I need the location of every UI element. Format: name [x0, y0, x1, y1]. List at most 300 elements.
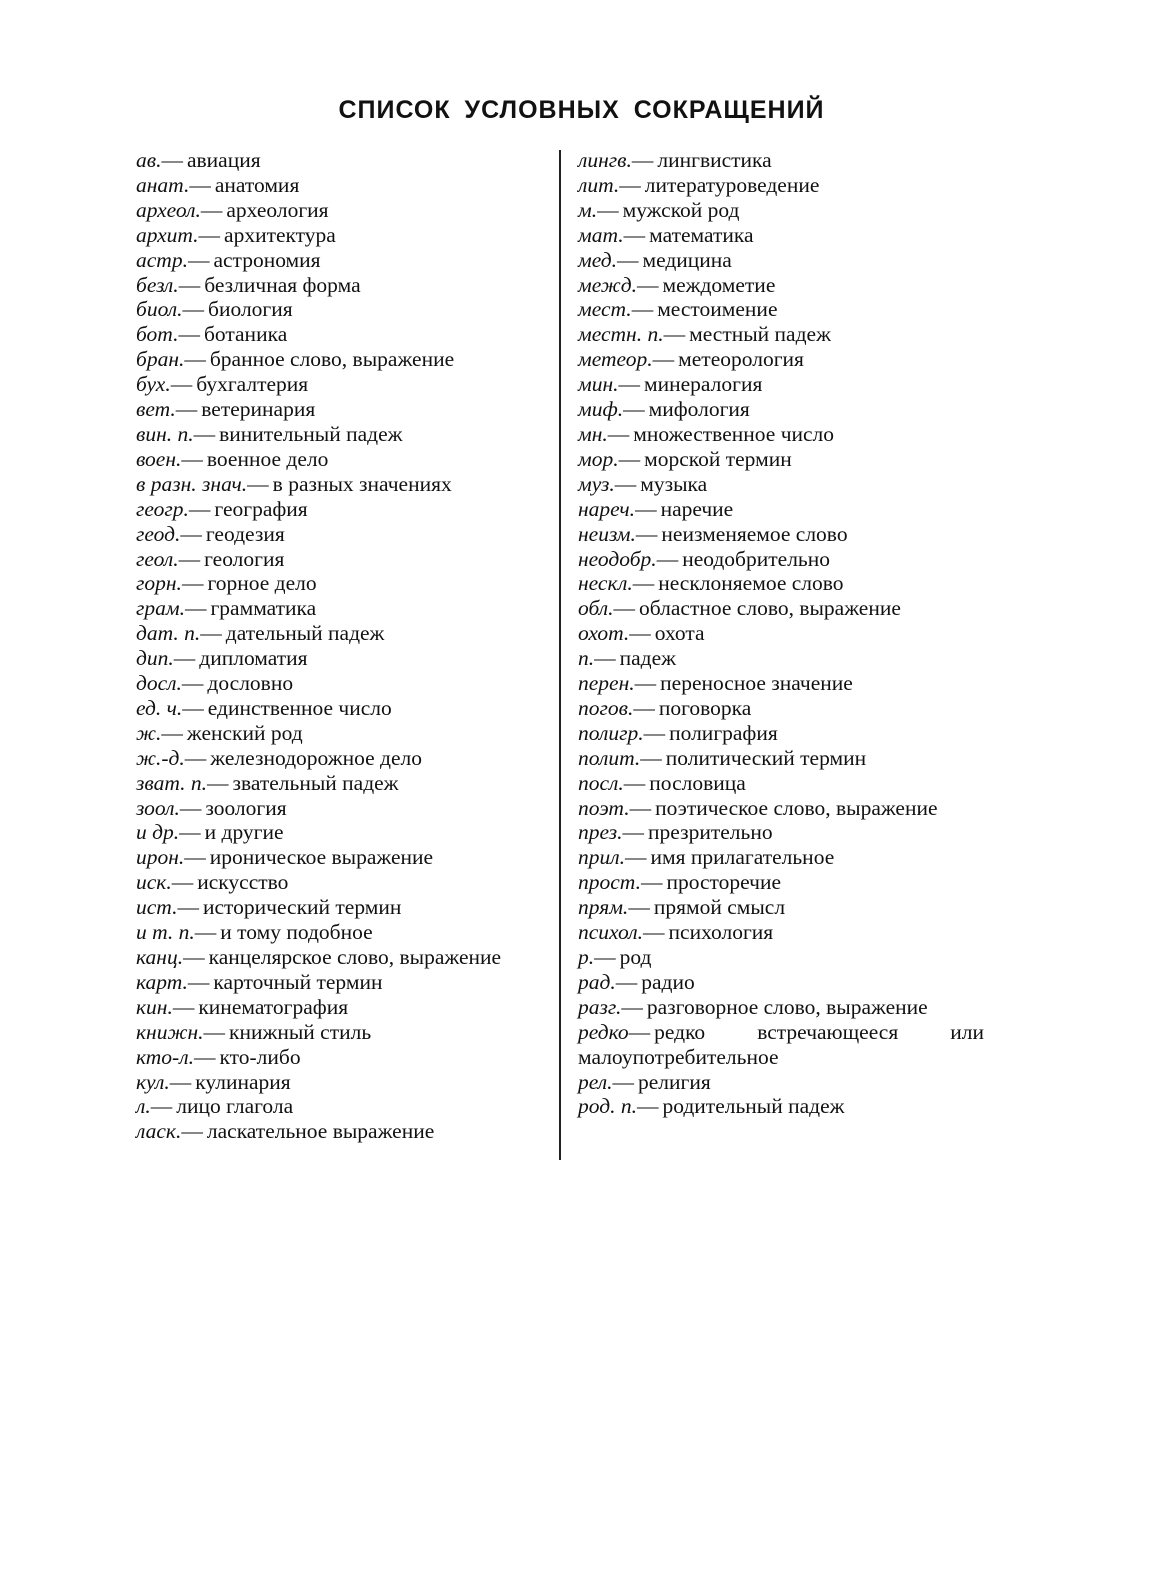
abbreviation-entry	[136, 347, 546, 372]
abbreviation-term: п.	[578, 646, 595, 671]
abbreviation-term: ж.	[136, 720, 162, 745]
entry-dash: —	[616, 247, 639, 272]
entry-dash: —	[182, 297, 205, 322]
entry-dash: —	[178, 322, 200, 347]
entry-dash: —	[175, 397, 198, 422]
abbreviation-term: биол.	[136, 297, 183, 322]
abbreviation-entry	[136, 1094, 546, 1119]
entry-dash: —	[182, 695, 204, 720]
abbreviation-meaning: винительный падеж	[219, 421, 403, 446]
entry-dash: —	[193, 421, 216, 446]
entry-dash: —	[247, 471, 269, 496]
abbreviation-term: кто-л.	[136, 1044, 194, 1069]
abbreviation-entry	[578, 148, 984, 173]
abbreviation-meaning: разговорное слово, выражение	[646, 994, 928, 1019]
entry-dash: —	[629, 795, 652, 820]
abbreviation-entry	[578, 845, 984, 870]
entry-dash: —	[625, 845, 647, 870]
abbreviation-term: и др.	[136, 820, 180, 845]
abbreviation-entry	[578, 447, 984, 472]
abbreviation-meaning: дательный падеж	[225, 621, 385, 646]
abbreviation-meaning: редко встречающееся или малоупотребительное	[578, 1019, 984, 1069]
abbreviation-term: неодобр.	[578, 546, 657, 571]
entry-dash: —	[643, 920, 665, 945]
abbreviation-meaning: поговорка	[658, 695, 752, 720]
abbreviation-meaning: неизменяемое слово	[661, 521, 848, 546]
abbreviation-meaning: ветеринария	[201, 397, 316, 422]
abbreviation-term: метеор.	[578, 347, 653, 372]
abbreviation-entry	[136, 920, 546, 945]
abbreviation-term: муз.	[578, 471, 615, 496]
abbreviation-meaning: звательный падеж	[232, 770, 399, 795]
abbreviation-entry	[136, 646, 546, 671]
abbreviation-meaning: ботаника	[203, 322, 288, 347]
abbreviation-term: археол.	[136, 197, 201, 222]
abbreviation-meaning: политический термин	[665, 745, 867, 770]
abbreviation-meaning: астрономия	[213, 247, 321, 272]
abbreviation-term: иск.	[136, 870, 172, 895]
abbreviation-meaning: мифология	[648, 397, 750, 422]
abbreviation-term: нареч.	[578, 496, 636, 521]
abbreviation-entry	[578, 472, 984, 497]
abbreviation-meaning: ироническое выражение	[209, 845, 434, 870]
abbreviation-term: астр.	[136, 247, 188, 272]
abbreviation-entry	[136, 547, 546, 572]
abbreviation-meaning: местоимение	[657, 297, 778, 322]
entry-dash: —	[607, 421, 630, 446]
abbreviation-term: мед.	[578, 247, 617, 272]
abbreviation-entry	[578, 571, 984, 596]
abbreviation-meaning: родительный падеж	[662, 1094, 845, 1119]
entry-dash: —	[181, 571, 204, 596]
entry-dash: —	[181, 1119, 203, 1144]
abbreviation-entry	[136, 372, 546, 397]
abbreviation-entry	[578, 671, 984, 696]
abbreviation-meaning: железнодорожное дело	[210, 745, 422, 770]
abbreviation-entry	[136, 1119, 546, 1144]
entry-dash: —	[663, 322, 686, 347]
entry-dash: —	[614, 471, 637, 496]
abbreviation-term: ирон.	[136, 845, 185, 870]
abbreviation-entry	[136, 696, 546, 721]
abbreviation-entry	[136, 248, 546, 273]
entry-dash: —	[187, 969, 210, 994]
abbreviation-entry	[136, 173, 546, 198]
abbreviation-term: горн.	[136, 571, 182, 596]
abbreviation-meaning: полиграфия	[669, 720, 778, 745]
entry-dash: —	[161, 720, 183, 745]
abbreviation-term: поэт.	[578, 795, 630, 820]
abbreviation-term: ед. ч.	[136, 695, 183, 720]
abbreviation-entry	[136, 995, 546, 1020]
abbreviation-term: лингв.	[578, 148, 632, 172]
entry-dash: —	[634, 671, 657, 696]
abbreviation-meaning: просторечие	[666, 870, 782, 895]
abbreviation-entry	[578, 223, 984, 248]
entry-dash: —	[635, 521, 658, 546]
abbreviation-term: мест.	[578, 297, 632, 322]
column-divider	[559, 150, 561, 1160]
abbreviation-meaning: кто-либо	[219, 1044, 301, 1069]
entry-dash: —	[170, 372, 193, 397]
entry-dash: —	[184, 745, 207, 770]
abbreviation-term: перен.	[578, 671, 635, 696]
entry-dash: —	[169, 1069, 192, 1094]
abbreviation-term: межд.	[578, 272, 637, 297]
abbreviation-entry	[578, 920, 984, 945]
entry-dash: —	[172, 994, 195, 1019]
abbreviation-entry	[136, 472, 546, 497]
abbreviation-meaning: музыка	[640, 471, 708, 496]
abbreviation-meaning: междометие	[662, 272, 776, 297]
abbreviation-meaning: минералогия	[644, 372, 763, 397]
abbreviation-entry	[578, 198, 984, 223]
abbreviation-meaning: неодобрительно	[682, 546, 830, 571]
abbreviation-entry	[578, 322, 984, 347]
abbreviation-meaning: и другие	[204, 820, 284, 845]
abbreviation-meaning: метеорология	[678, 347, 804, 372]
abbreviation-entry	[136, 322, 546, 347]
abbreviation-entry	[578, 1070, 984, 1095]
abbreviation-entry	[578, 621, 984, 646]
abbreviation-term: местн. п.	[578, 322, 664, 347]
abbreviation-entry	[578, 547, 984, 572]
abbreviation-term: мат.	[578, 222, 624, 247]
entry-dash: —	[189, 172, 211, 197]
entry-dash: —	[621, 994, 643, 1019]
abbreviation-entry	[578, 895, 984, 920]
abbreviation-meaning: презрительно	[648, 820, 773, 845]
abbreviation-meaning: канцелярское слово, выражение	[208, 945, 502, 969]
abbreviation-entry	[136, 596, 546, 621]
entry-dash: —	[193, 1044, 216, 1069]
abbreviation-term: погов.	[578, 695, 634, 720]
entry-dash: —	[198, 222, 221, 247]
entry-dash: —	[618, 372, 641, 397]
abbreviation-meaning: кинематография	[198, 994, 349, 1019]
abbreviation-entry	[136, 522, 546, 547]
page-title: СПИСОК УСЛОВНЫХ СОКРАЩЕНИЙ	[338, 96, 825, 124]
abbreviation-meaning: математика	[649, 222, 754, 247]
abbreviation-entry	[578, 422, 984, 447]
abbreviation-entry	[136, 1070, 546, 1095]
entry-dash: —	[635, 496, 657, 521]
entry-dash: —	[619, 172, 641, 197]
abbreviation-meaning: наречие	[660, 496, 734, 521]
abbreviation-meaning: медицина	[642, 247, 732, 272]
entry-dash: —	[629, 621, 651, 646]
abbreviation-meaning: радио	[641, 969, 695, 994]
abbreviation-meaning: поэтическое слово, выражение	[655, 795, 938, 820]
abbreviation-term: кул.	[136, 1069, 170, 1094]
abbreviation-entry	[578, 248, 984, 273]
abbreviation-entry	[136, 845, 546, 870]
abbreviation-entry	[136, 771, 546, 796]
entry-dash: —	[184, 596, 207, 621]
abbreviation-entry	[578, 970, 984, 995]
entry-dash: —	[640, 745, 662, 770]
abbreviation-term: ав.	[136, 148, 162, 172]
abbreviation-term: посл.	[578, 770, 624, 795]
entry-dash: —	[613, 596, 635, 621]
abbreviation-meaning: искусство	[197, 870, 289, 895]
abbreviation-meaning: бухгалтерия	[196, 372, 309, 397]
abbreviation-meaning: несклоняемое слово	[658, 571, 844, 596]
entry-dash: —	[594, 646, 616, 671]
entry-dash: —	[612, 1069, 635, 1094]
abbreviation-term: полигр.	[578, 720, 644, 745]
entry-dash: —	[188, 496, 211, 521]
abbreviation-entry	[136, 746, 546, 771]
abbreviation-entry	[136, 223, 546, 248]
abbreviation-term: род. п.	[578, 1094, 637, 1119]
abbreviation-term: канц.	[136, 945, 184, 969]
entry-dash: —	[618, 446, 641, 471]
abbreviation-meaning: местный падеж	[689, 322, 831, 347]
abbreviation-term: бух.	[136, 372, 171, 397]
abbreviation-meaning: морской термин	[644, 446, 792, 471]
entry-dash: —	[622, 820, 645, 845]
entry-dash: —	[203, 1019, 226, 1044]
entry-dash: —	[623, 770, 646, 795]
abbreviation-meaning: лицо глагола	[176, 1094, 294, 1119]
abbreviation-meaning: геодезия	[205, 521, 285, 546]
entry-dash: —	[184, 845, 206, 870]
entry-dash: —	[628, 895, 650, 920]
abbreviation-term: дат. п.	[136, 621, 201, 646]
abbreviation-meaning: охота	[654, 621, 705, 646]
abbreviation-entry	[578, 945, 984, 970]
entry-dash: —	[179, 820, 201, 845]
abbreviation-meaning: авиация	[186, 148, 261, 172]
abbreviation-entry	[136, 721, 546, 746]
abbreviation-entry	[136, 945, 546, 970]
entry-dash: —	[623, 222, 646, 247]
abbreviation-term: воен.	[136, 446, 182, 471]
entry-dash: —	[183, 945, 205, 969]
abbreviation-entry	[578, 1094, 984, 1119]
abbreviation-entry	[578, 522, 984, 547]
abbreviation-term: рад.	[578, 969, 616, 994]
abbreviation-entry	[136, 895, 546, 920]
abbreviation-meaning: грамматика	[210, 596, 317, 621]
abbreviation-entry	[578, 696, 984, 721]
abbreviation-entry	[136, 447, 546, 472]
entry-dash: —	[640, 870, 663, 895]
abbreviation-entry	[136, 621, 546, 646]
abbreviation-term: геод.	[136, 521, 181, 546]
abbreviation-term: р.	[578, 945, 595, 969]
abbreviation-term: охот.	[578, 621, 630, 646]
abbreviation-entry	[578, 746, 984, 771]
abbreviation-entry	[136, 148, 546, 173]
abbreviation-term: дип.	[136, 646, 174, 671]
entry-dash: —	[597, 197, 619, 222]
abbreviation-meaning: имя прилагательное	[650, 845, 835, 870]
entry-dash: —	[181, 671, 204, 696]
abbreviation-term: л.	[136, 1094, 151, 1119]
abbreviation-entry	[136, 1020, 546, 1045]
entry-dash: —	[200, 197, 223, 222]
abbreviation-term: полит.	[578, 745, 641, 770]
abbreviation-meaning: ласкательное выражение	[206, 1119, 435, 1144]
abbreviation-meaning: военное дело	[206, 446, 329, 471]
entry-dash: —	[178, 546, 201, 571]
abbreviation-meaning: прямой смысл	[653, 895, 786, 920]
entry-dash: —	[161, 148, 183, 172]
abbreviation-entry	[136, 497, 546, 522]
abbreviation-term: прил.	[578, 845, 625, 870]
entry-dash: —	[187, 247, 210, 272]
abbreviation-term: миф.	[578, 397, 624, 422]
entry-dash: —	[628, 1019, 651, 1044]
abbreviation-term: архит.	[136, 222, 199, 247]
abbreviation-meaning: религия	[638, 1069, 711, 1094]
abbreviation-term: в разн. знач.	[136, 471, 248, 496]
abbreviation-meaning: дословно	[207, 671, 294, 696]
entry-dash: —	[200, 621, 222, 646]
abbreviation-term: лит.	[578, 172, 620, 197]
abbreviation-meaning: горное дело	[207, 571, 317, 596]
entry-dash: —	[150, 1094, 173, 1119]
abbreviation-term: анат.	[136, 172, 190, 197]
abbreviation-term: геогр.	[136, 496, 189, 521]
abbreviation-entry	[136, 970, 546, 995]
abbreviation-meaning: женский род	[186, 720, 303, 745]
entry-dash: —	[171, 870, 194, 895]
abbreviation-meaning: геология	[204, 546, 285, 571]
abbreviation-entry	[578, 820, 984, 845]
abbreviation-term: вет.	[136, 397, 176, 422]
abbreviation-entry	[578, 870, 984, 895]
abbreviation-term: редко	[578, 1019, 629, 1044]
abbreviation-entry	[136, 273, 546, 298]
entry-dash: —	[615, 969, 638, 994]
abbreviation-meaning: зоология	[205, 795, 287, 820]
abbreviation-entry	[578, 596, 984, 621]
abbreviation-term: ист.	[136, 895, 178, 920]
abbreviation-meaning: археология	[226, 197, 329, 222]
abbreviation-term: прям.	[578, 895, 629, 920]
abbreviation-meaning: карточный термин	[213, 969, 383, 994]
abbreviation-meaning: кулинария	[195, 1069, 291, 1094]
abbreviation-meaning: архитектура	[224, 222, 336, 247]
entry-dash: —	[623, 397, 645, 422]
abbreviation-entry	[136, 422, 546, 447]
entry-dash: —	[631, 148, 654, 172]
entry-dash: —	[636, 1094, 659, 1119]
entry-dash: —	[631, 297, 654, 322]
abbreviation-term: зват. п.	[136, 770, 207, 795]
abbreviation-meaning: единственное число	[207, 695, 392, 720]
entry-dash: —	[179, 795, 202, 820]
abbreviation-meaning: исторический термин	[202, 895, 402, 920]
abbreviation-term: неизм.	[578, 521, 636, 546]
abbreviation-entry	[578, 771, 984, 796]
abbreviation-term: бран.	[136, 347, 185, 372]
abbreviation-term: досл.	[136, 671, 182, 696]
abbreviation-meaning: безличная форма	[204, 272, 361, 297]
abbreviation-term: разг.	[578, 994, 622, 1019]
abbreviation-entry	[136, 397, 546, 422]
abbreviation-meaning: областное слово, выражение	[639, 596, 901, 621]
abbreviation-term: през.	[578, 820, 623, 845]
abbreviation-term: прост.	[578, 870, 641, 895]
abbreviation-meaning: география	[214, 496, 308, 521]
abbreviation-meaning: переносное значение	[660, 671, 853, 696]
abbreviation-term: мн.	[578, 421, 608, 446]
abbreviation-entry	[578, 173, 984, 198]
abbreviation-entry	[578, 1020, 984, 1070]
entry-dash: —	[178, 272, 201, 297]
abbreviation-entry	[578, 646, 984, 671]
entry-dash: —	[207, 770, 229, 795]
abbreviation-term: карт.	[136, 969, 188, 994]
abbreviation-term: книжн.	[136, 1019, 204, 1044]
abbreviation-meaning: дипломатия	[199, 646, 308, 671]
abbreviation-entry	[136, 297, 546, 322]
abbreviation-entry	[136, 870, 546, 895]
abbreviation-column-right	[578, 148, 984, 1119]
abbreviation-term: бот.	[136, 322, 179, 347]
abbreviation-entry	[136, 571, 546, 596]
abbreviation-term: грам.	[136, 596, 185, 621]
abbreviation-term: мин.	[578, 372, 619, 397]
abbreviation-meaning: в разных значениях	[272, 471, 452, 496]
entry-dash: —	[194, 920, 217, 945]
entry-dash: —	[633, 695, 655, 720]
abbreviation-meaning: анатомия	[214, 172, 300, 197]
abbreviation-entry	[578, 497, 984, 522]
entry-dash: —	[636, 272, 659, 297]
abbreviation-entry	[136, 1045, 546, 1070]
abbreviation-term: и т. п.	[136, 920, 195, 945]
abbreviation-term: рел.	[578, 1069, 613, 1094]
abbreviation-term: обл.	[578, 596, 614, 621]
entry-dash: —	[181, 446, 203, 471]
abbreviation-term: зоол.	[136, 795, 180, 820]
entry-dash: —	[177, 895, 199, 920]
entry-dash: —	[652, 347, 675, 372]
abbreviation-column-left	[136, 148, 546, 1144]
abbreviation-entry	[578, 273, 984, 298]
entry-dash: —	[656, 546, 679, 571]
abbreviation-meaning: и тому подобное	[220, 920, 373, 945]
entry-dash: —	[594, 945, 616, 969]
abbreviation-meaning: бранное слово, выражение	[209, 347, 455, 372]
abbreviation-entry	[578, 721, 984, 746]
entry-dash: —	[173, 646, 196, 671]
abbreviation-meaning: род	[619, 945, 652, 969]
abbreviation-term: кин.	[136, 994, 173, 1019]
entry-dash: —	[632, 571, 655, 596]
entry-dash: —	[643, 720, 666, 745]
abbreviation-entry	[578, 995, 984, 1020]
abbreviation-meaning: литературоведение	[644, 172, 820, 197]
abbreviation-entry	[136, 671, 546, 696]
abbreviation-entry	[136, 796, 546, 821]
abbreviation-meaning: психология	[668, 920, 774, 945]
abbreviation-term: геол.	[136, 546, 179, 571]
abbreviation-term: ж.-д.	[136, 745, 185, 770]
abbreviation-meaning: мужской род	[622, 197, 740, 222]
abbreviation-entry	[578, 397, 984, 422]
abbreviation-meaning: множественное число	[633, 421, 835, 446]
abbreviation-entry	[578, 796, 984, 821]
abbreviation-entry	[578, 372, 984, 397]
abbreviation-term: ласк.	[136, 1119, 182, 1144]
abbreviation-meaning: лингвистика	[657, 148, 772, 172]
